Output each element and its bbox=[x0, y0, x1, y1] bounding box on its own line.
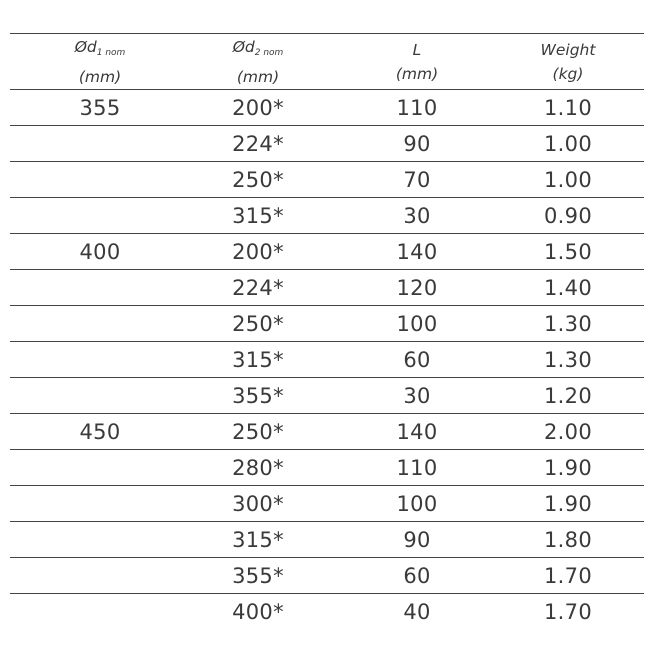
cell-weight: 1.90 bbox=[544, 491, 592, 516]
table-row bbox=[10, 378, 644, 414]
cell-length: 100 bbox=[396, 311, 438, 336]
header-d1-symbol: Ød bbox=[74, 37, 97, 56]
header-weight-unit: (kg) bbox=[552, 64, 584, 83]
cell-d2-nom: 224* bbox=[232, 275, 284, 300]
cell-d2-nom: 355* bbox=[232, 383, 284, 408]
table-row bbox=[10, 414, 644, 450]
cell-d1-nom bbox=[40, 594, 160, 629]
cell-weight: 1.10 bbox=[544, 95, 592, 120]
table-row bbox=[10, 126, 644, 162]
cell-d1-nom bbox=[40, 342, 160, 377]
cell-length: 60 bbox=[403, 347, 431, 372]
cell-weight: 1.40 bbox=[544, 275, 592, 300]
table-row bbox=[10, 594, 644, 629]
cell-d2-nom: 250* bbox=[232, 419, 284, 444]
cell-d1-nom: 450 bbox=[79, 419, 121, 444]
cell-d1-nom: 355 bbox=[79, 95, 121, 120]
table-row bbox=[10, 234, 644, 270]
cell-weight: 1.30 bbox=[544, 347, 592, 372]
table-row bbox=[10, 162, 644, 198]
cell-length: 60 bbox=[403, 563, 431, 588]
cell-weight: 0.90 bbox=[544, 203, 592, 228]
cell-d2-nom: 250* bbox=[232, 167, 284, 192]
table-row bbox=[10, 450, 644, 486]
cell-length: 70 bbox=[403, 167, 431, 192]
header-d2-subscript: 2 nom bbox=[254, 47, 284, 58]
header-weight bbox=[498, 34, 638, 89]
header-d2-unit: (mm) bbox=[236, 67, 280, 86]
cell-length: 30 bbox=[403, 383, 431, 408]
table-row bbox=[10, 522, 644, 558]
header-length-unit: (mm) bbox=[395, 64, 439, 83]
header-d1-unit: (mm) bbox=[78, 67, 122, 86]
table-body bbox=[10, 90, 644, 629]
cell-weight: 1.30 bbox=[544, 311, 592, 336]
cell-length: 110 bbox=[396, 455, 438, 480]
cell-length: 100 bbox=[396, 491, 438, 516]
cell-d2-nom: 250* bbox=[232, 311, 284, 336]
table-row bbox=[10, 306, 644, 342]
cell-weight: 1.50 bbox=[544, 239, 592, 264]
cell-length: 140 bbox=[396, 239, 438, 264]
cell-length: 110 bbox=[396, 95, 438, 120]
header-weight-label: Weight bbox=[540, 40, 596, 59]
cell-d1-nom: 400 bbox=[79, 239, 121, 264]
cell-d1-nom bbox=[40, 378, 160, 413]
cell-d1-nom bbox=[40, 126, 160, 161]
cell-weight: 1.70 bbox=[544, 599, 592, 624]
header-d1-nom bbox=[40, 34, 160, 89]
cell-d1-nom bbox=[40, 450, 160, 485]
table-row bbox=[10, 90, 644, 126]
cell-d2-nom: 315* bbox=[232, 527, 284, 552]
cell-d1-nom bbox=[40, 522, 160, 557]
header-length-label: L bbox=[412, 40, 422, 59]
cell-d2-nom: 200* bbox=[232, 95, 284, 120]
header-d1-subscript: 1 nom bbox=[96, 47, 126, 58]
cell-weight: 2.00 bbox=[544, 419, 592, 444]
header-d2-nom bbox=[193, 34, 323, 89]
cell-d2-nom: 315* bbox=[232, 203, 284, 228]
cell-length: 30 bbox=[403, 203, 431, 228]
cell-d2-nom: 224* bbox=[232, 131, 284, 156]
cell-weight: 1.20 bbox=[544, 383, 592, 408]
cell-length: 90 bbox=[403, 131, 431, 156]
cell-d1-nom bbox=[40, 306, 160, 341]
cell-d2-nom: 315* bbox=[232, 347, 284, 372]
table-row bbox=[10, 198, 644, 234]
table-row bbox=[10, 558, 644, 594]
cell-weight: 1.00 bbox=[544, 131, 592, 156]
cell-d1-nom bbox=[40, 486, 160, 521]
cell-weight: 1.00 bbox=[544, 167, 592, 192]
cell-d2-nom: 300* bbox=[232, 491, 284, 516]
cell-d1-nom bbox=[40, 270, 160, 305]
cell-d1-nom bbox=[40, 198, 160, 233]
cell-weight: 1.80 bbox=[544, 527, 592, 552]
cell-length: 40 bbox=[403, 599, 431, 624]
table-header-row bbox=[10, 34, 644, 90]
table-row bbox=[10, 486, 644, 522]
table-row bbox=[10, 270, 644, 306]
cell-d1-nom bbox=[40, 558, 160, 593]
header-length bbox=[352, 34, 482, 89]
cell-length: 120 bbox=[396, 275, 438, 300]
table-row bbox=[10, 342, 644, 378]
cell-d2-nom: 280* bbox=[232, 455, 284, 480]
cell-d2-nom: 400* bbox=[232, 599, 284, 624]
header-d2-symbol: Ød bbox=[232, 37, 255, 56]
cell-weight: 1.70 bbox=[544, 563, 592, 588]
cell-d2-nom: 355* bbox=[232, 563, 284, 588]
cell-length: 140 bbox=[396, 419, 438, 444]
cell-d2-nom: 200* bbox=[232, 239, 284, 264]
cell-weight: 1.90 bbox=[544, 455, 592, 480]
cell-d1-nom bbox=[40, 162, 160, 197]
cell-length: 90 bbox=[403, 527, 431, 552]
dimensions-table bbox=[10, 33, 644, 629]
